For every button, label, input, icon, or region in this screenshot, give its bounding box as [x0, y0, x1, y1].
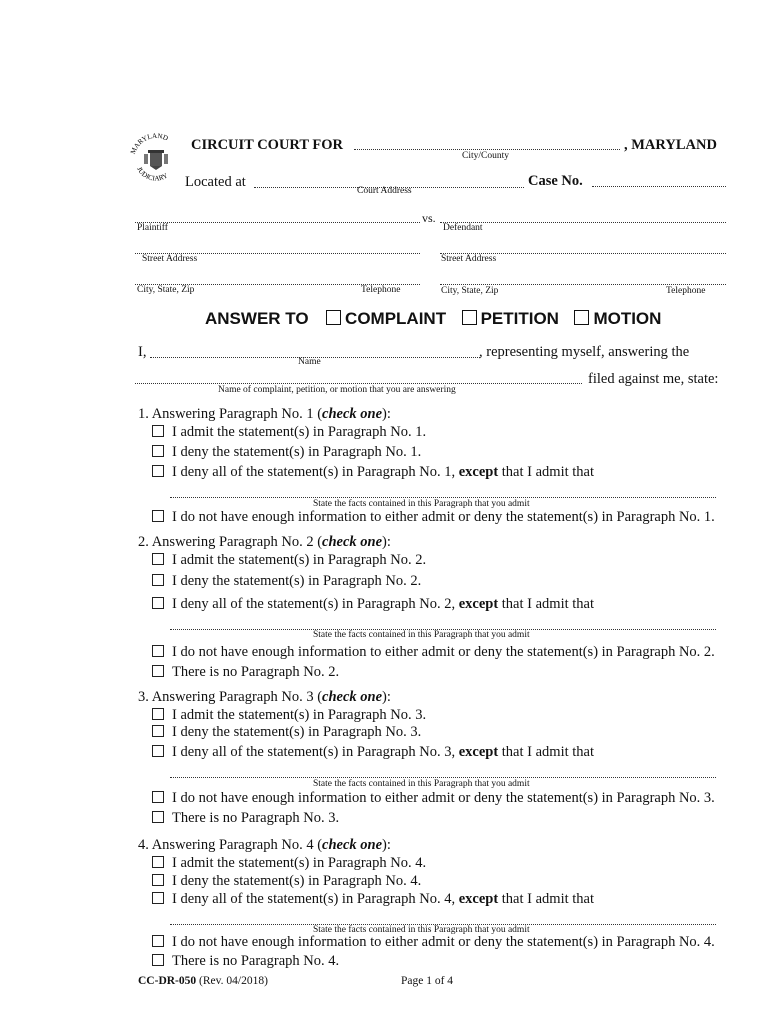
petition-checkbox[interactable] — [462, 310, 477, 325]
petition-label: PETITION — [480, 309, 559, 328]
form-id: CC-DR-050 — [138, 975, 197, 987]
deny-all-checkbox[interactable] — [152, 745, 164, 757]
paragraph-2-not-enough-option[interactable]: I do not have enough information to either admit or deny the statement(s) in Paragraph No. 2. — [152, 644, 715, 661]
plaintiff-telephone-label: Telephone — [361, 285, 401, 295]
paragraph-2-heading: 2. Answering Paragraph No. 2 (check one): — [138, 534, 391, 550]
form-revision: (Rev. 04/2018) — [199, 975, 268, 987]
paragraph-2-deny-option[interactable]: I deny the statement(s) in Paragraph No. 2. — [152, 573, 421, 590]
plaintiff-field[interactable] — [135, 222, 420, 223]
motion-label: MOTION — [593, 309, 662, 328]
defendant-city-field[interactable] — [440, 284, 726, 285]
circuit-court-label: CIRCUIT COURT FOR — [191, 137, 344, 153]
paragraph-1-deny-all-option[interactable]: I deny all of the statement(s) in Paragraph No. 1, except that I admit that — [152, 464, 594, 481]
judiciary-seal — [128, 130, 184, 188]
defendant-telephone-label: Telephone — [666, 286, 706, 296]
paragraph-4-facts-label: State the facts contained in this Paragraph that you admit — [313, 925, 530, 935]
vs-label: vs. — [422, 211, 436, 225]
paragraph-3-not-enough-option[interactable]: I do not have enough information to either admit or deny the statement(s) in Paragraph No. 3. — [152, 790, 715, 807]
paragraph-1-not-enough-option[interactable]: I do not have enough information to either admit or deny the statement(s) in Paragraph No. 1. — [152, 509, 715, 526]
page-number: Page 1 of 4 — [401, 975, 454, 987]
paragraph-4-deny-all-option[interactable]: I deny all of the statement(s) in Paragraph No. 4, except that I admit that — [152, 891, 594, 908]
deny-all-checkbox[interactable] — [152, 465, 164, 477]
motion-checkbox[interactable] — [574, 310, 589, 325]
defendant-city-label: City, State, Zip — [441, 286, 499, 296]
deny-checkbox[interactable] — [152, 725, 164, 737]
plaintiff-street-label: Street Address — [142, 254, 198, 264]
no-paragraph-checkbox[interactable] — [152, 665, 164, 677]
admit-checkbox[interactable] — [152, 553, 164, 565]
not-enough-checkbox[interactable] — [152, 645, 164, 657]
form-title — [205, 309, 661, 329]
deny-checkbox[interactable] — [152, 574, 164, 586]
deny-checkbox[interactable] — [152, 445, 164, 457]
paragraph-3-deny-all-option[interactable]: I deny all of the statement(s) in Paragraph No. 3, except that I admit that — [152, 744, 594, 761]
paragraph-1-facts-label: State the facts contained in this Paragraph that you admit — [313, 499, 530, 509]
form-footer — [138, 975, 268, 987]
case-no-field[interactable] — [592, 186, 726, 187]
representing-text: , representing myself, answering the — [479, 344, 690, 360]
paragraph-3-heading: 3. Answering Paragraph No. 3 (check one): — [138, 689, 391, 705]
name-label: Name — [298, 357, 321, 367]
paragraph-3-facts-field[interactable] — [170, 777, 716, 778]
deny-all-checkbox[interactable] — [152, 597, 164, 609]
paragraph-2-facts-label: State the facts contained in this Paragraph that you admit — [313, 630, 530, 640]
maryland-seal-icon — [128, 130, 184, 188]
not-enough-checkbox[interactable] — [152, 791, 164, 803]
paragraph-1-facts-field[interactable] — [170, 497, 716, 498]
defendant-label: Defendant — [443, 223, 483, 233]
complaint-label: COMPLAINT — [345, 309, 447, 328]
filed-against-text: filed against me, state: — [588, 371, 719, 387]
complaint-checkbox[interactable] — [326, 310, 341, 325]
plaintiff-city-label: City, State, Zip — [137, 285, 195, 295]
paragraph-3-admit-option[interactable]: I admit the statement(s) in Paragraph No. 3. — [152, 707, 426, 724]
deny-all-checkbox[interactable] — [152, 892, 164, 904]
paragraph-2-admit-option[interactable]: I admit the statement(s) in Paragraph No. 2. — [152, 552, 426, 569]
paragraph-3-facts-label: State the facts contained in this Paragraph that you admit — [313, 779, 530, 789]
not-enough-checkbox[interactable] — [152, 935, 164, 947]
plaintiff-label: Plaintiff — [137, 223, 168, 233]
paragraph-4-heading: 4. Answering Paragraph No. 4 (check one): — [138, 837, 391, 853]
paragraph-3-no-paragraph-option[interactable]: There is no Paragraph No. 3. — [152, 810, 339, 827]
paragraph-1-deny-option[interactable]: I deny the statement(s) in Paragraph No. 1. — [152, 444, 421, 461]
case-no-label: Case No. — [528, 173, 583, 189]
paragraph-4-deny-option[interactable]: I deny the statement(s) in Paragraph No. 4. — [152, 873, 421, 890]
admit-checkbox[interactable] — [152, 856, 164, 868]
answer-to-label: ANSWER TO — [205, 309, 309, 328]
no-paragraph-checkbox[interactable] — [152, 811, 164, 823]
intro-i: I, — [138, 344, 147, 360]
deny-checkbox[interactable] — [152, 874, 164, 886]
paragraph-1-heading: 1. Answering Paragraph No. 1 (check one): — [138, 406, 391, 422]
admit-checkbox[interactable] — [152, 708, 164, 720]
complaint-name-field[interactable] — [135, 383, 582, 384]
no-paragraph-checkbox[interactable] — [152, 954, 164, 966]
court-address-label: Court Address — [357, 186, 412, 196]
paragraph-4-no-paragraph-option[interactable]: There is no Paragraph No. 4. — [152, 953, 339, 970]
city-county-label: City/County — [462, 151, 509, 161]
svg-text:MARYLAND: MARYLAND — [128, 131, 170, 156]
admit-checkbox[interactable] — [152, 425, 164, 437]
paragraph-2-no-paragraph-option[interactable]: There is no Paragraph No. 2. — [152, 664, 339, 681]
complaint-name-label: Name of complaint, petition, or motion that you are answering — [218, 385, 456, 395]
not-enough-checkbox[interactable] — [152, 510, 164, 522]
paragraph-4-not-enough-option[interactable]: I do not have enough information to either admit or deny the statement(s) in Paragraph No. 4. — [152, 934, 715, 951]
paragraph-3-deny-option[interactable]: I deny the statement(s) in Paragraph No. 3. — [152, 724, 421, 741]
paragraph-1-admit-option[interactable]: I admit the statement(s) in Paragraph No. 1. — [152, 424, 426, 441]
maryland-label: , MARYLAND — [624, 137, 717, 153]
city-county-field[interactable] — [354, 149, 620, 150]
defendant-street-label: Street Address — [441, 254, 497, 264]
svg-text:JUDICIARY: JUDICIARY — [135, 165, 170, 183]
paragraph-2-deny-all-option[interactable]: I deny all of the statement(s) in Paragraph No. 2, except that I admit that — [152, 596, 594, 613]
paragraph-4-admit-option[interactable]: I admit the statement(s) in Paragraph No. 4. — [152, 855, 426, 872]
located-at-label: Located at — [185, 174, 246, 190]
